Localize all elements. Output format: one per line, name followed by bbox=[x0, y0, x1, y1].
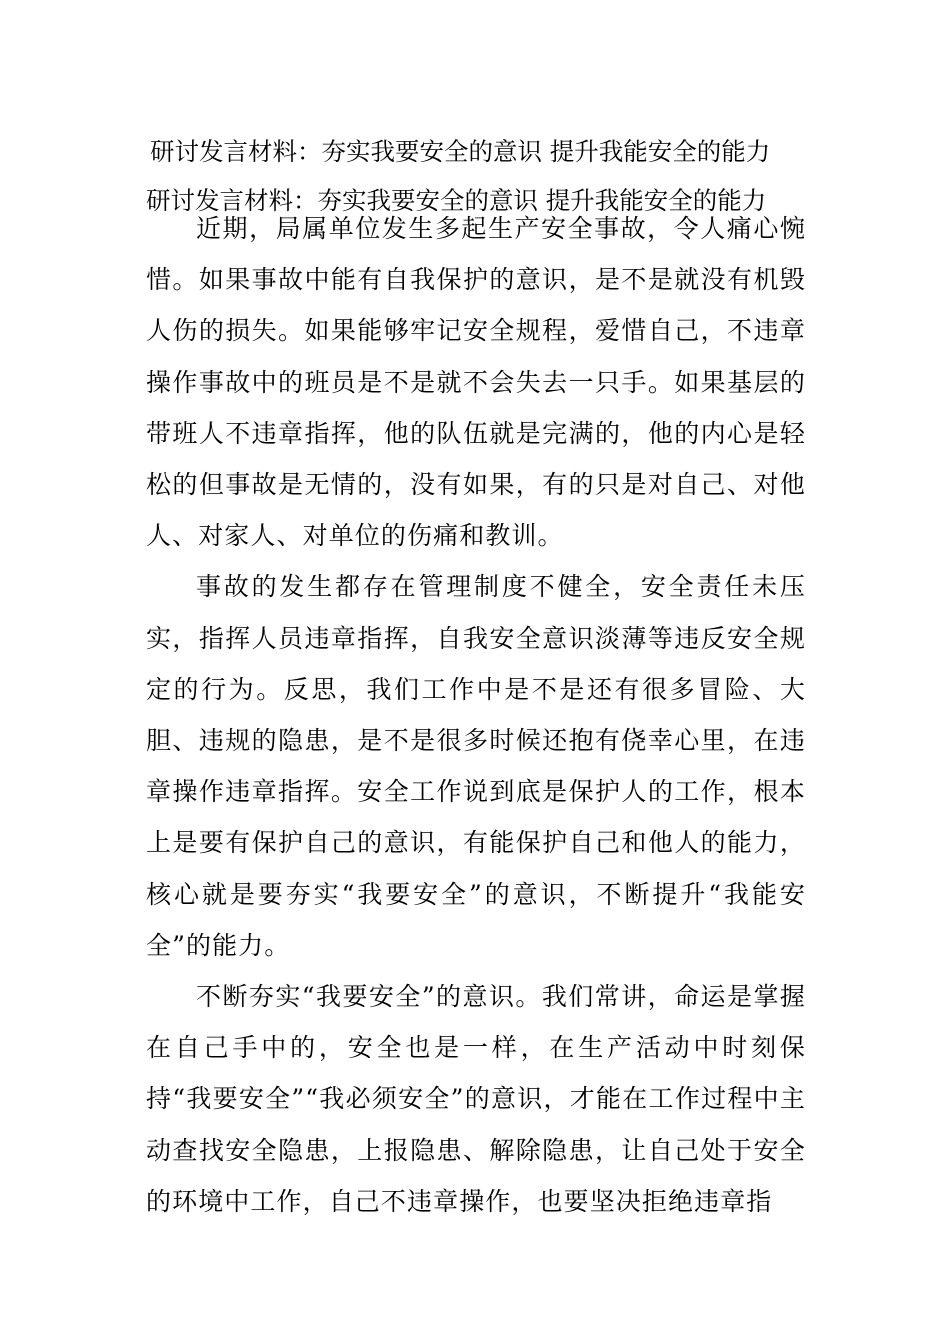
paragraph-safety-awareness: 不断夯实“我要安全”的意识。我们常讲，命运是掌握在自己手中的，安全也是一样，在生产活动中时刻保持“我要安全”“我必须安全”的意识，才能在工作过程中主动查找安全隐患，上报隐患、解除隐患，让自己处于安全的环境中工作，自己不违章操作，也要坚决拒绝违章指 bbox=[146, 982, 806, 1216]
paragraph-causes-analysis: 事故的发生都存在管理制度不健全，安全责任未压实，指挥人员违章指挥，自我安全意识淡薄等违反安全规定的行为。反思，我们工作中是不是还有很多冒险、大胆、违规的隐患，是不是很多时候还抱有侥幸心里，在违章操作违章指挥。安全工作说到底是保护人的工作，根本上是要有保护自己的意识，有能保护自己和他人的能力，核心就是要夯实“我要安全”的意识，不断提升“我能安全”的能力。 bbox=[146, 572, 806, 960]
document-title: 研讨发言材料：夯实我要安全的意识 提升我能安全的能力 bbox=[150, 137, 771, 166]
paragraph-accident-reflection: 近期，局属单位发生多起生产安全事故，令人痛心惋惜。如果事故中能有自我保护的意识，是不是就没有机毁人伤的损失。如果能够牢记安全规程，爱惜自己，不违章操作事故中的班员是不是就不会失去一只手。如果基层的带班人不违章指挥，他的队伍就是完满的，他的内心是轻松的但事故是无情的，没有如果，有的只是对自己、对他人、对家人、对单位的伤痛和教训。 bbox=[146, 214, 806, 551]
document-title-repeat: 研讨发言材料：夯实我要安全的意识 提升我能安全的能力 bbox=[146, 186, 767, 215]
document-body bbox=[146, 203, 806, 1227]
